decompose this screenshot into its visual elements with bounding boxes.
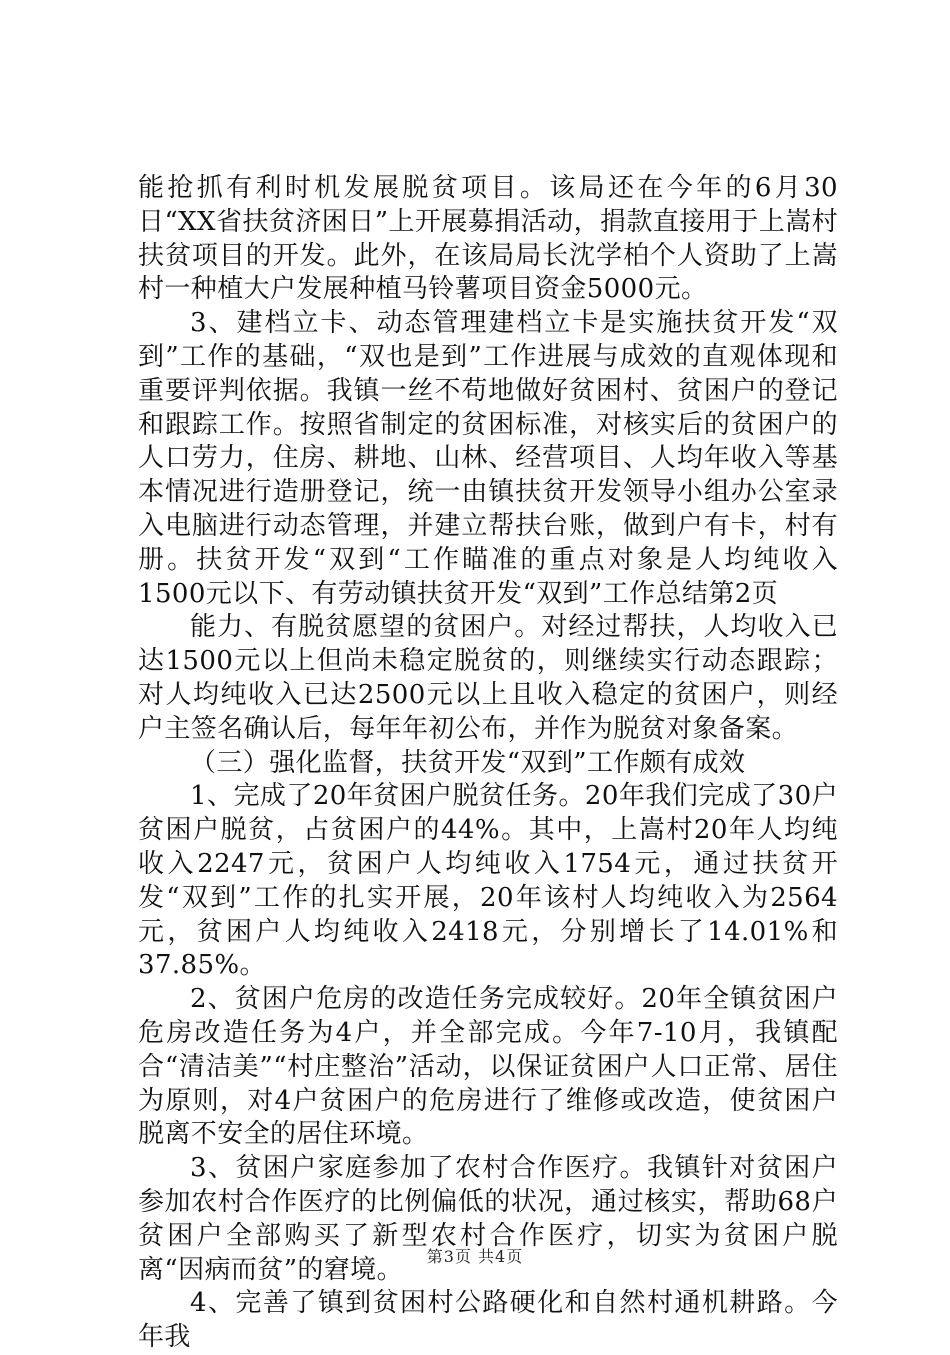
document-body xyxy=(138,172,838,1355)
paragraph-6: 3、贫困户家庭参加了农村合作医疗。我镇针对贫困户参加农村合作医疗的比例偏低的状况，通过核实，帮助68户贫困户全部购买了新型农村合作医疗，切实为贫困户脱离“因病而贫”的窘境。 xyxy=(138,1153,838,1285)
paragraph-7: 4、完善了镇到贫困村公路硬化和自然村通机耕路。今年我 xyxy=(138,1288,838,1353)
section-heading: （三）强化监督，扶贫开发“双到”工作颇有成效 xyxy=(190,747,746,778)
paragraph-4: 1、完成了20年贫困户脱贫任务。20年我们完成了30户贫困户脱贫，占贫困户的44%。其中，上嵩村20年人均纯收入2247元，贫困户人均纯收入1754元，通过扶贫开发“双到”工作的扎实开展，20年该村人均纯收入为2564元，贫困户人均纯收入2418元，分别增长了14.01%和37.85%。 xyxy=(138,781,838,981)
paragraph-2: 3、建档立卡、动态管理建档立卡是实施扶贫开发“双到”工作的基础，“双也是到”工作进展与成效的直观体现和重要评判依据。我镇一丝不苟地做好贫困村、贫困户的登记和跟踪工作。按照省制定的贫困标准，对核实后的贫困户的人口劳力，住房、耕地、山林、经营项目、人均年收入等基本情况进行造册登记，统一由镇扶贫开发领导小组办公室录入电脑进行动态管理，并建立帮扶台账，做到户有卡，村有册。扶贫开发“双到“工作瞄准的重点对象是人均纯收入1500元以下、有劳动镇扶贫开发“双到”工作总结第2页 xyxy=(138,308,838,609)
page-footer: 第3页 共4页 xyxy=(426,1247,524,1266)
paragraph-1: 能抢抓有利时机发展脱贫项目。该局还在今年的6月30日“XX省扶贫济困日”上开展募捐活动，捐款直接用于上嵩村扶贫项目的开发。此外，在该局局长沈学柏个人资助了上嵩村一种植大户发展种植马铃薯项目资金5000元。 xyxy=(138,173,838,305)
paragraph-3: 能力、有脱贫愿望的贫困户。对经过帮扶，人均收入已达1500元以上但尚未稳定脱贫的，则继续实行动态跟踪；对人均纯收入已达2500元以上且收入稳定的贫困户，则经户主签名确认后，每年年初公布，并作为脱贫对象备案。 xyxy=(138,612,838,744)
paragraph-5: 2、贫困户危房的改造任务完成较好。20年全镇贫困户危房改造任务为4户，并全部完成。今年7-10月，我镇配合“清洁美”“村庄整治”活动，以保证贫困户人口正常、居住为原则，对4户贫困户的危房进行了维修或改造，使贫困户脱离不安全的居住环境。 xyxy=(138,984,838,1150)
